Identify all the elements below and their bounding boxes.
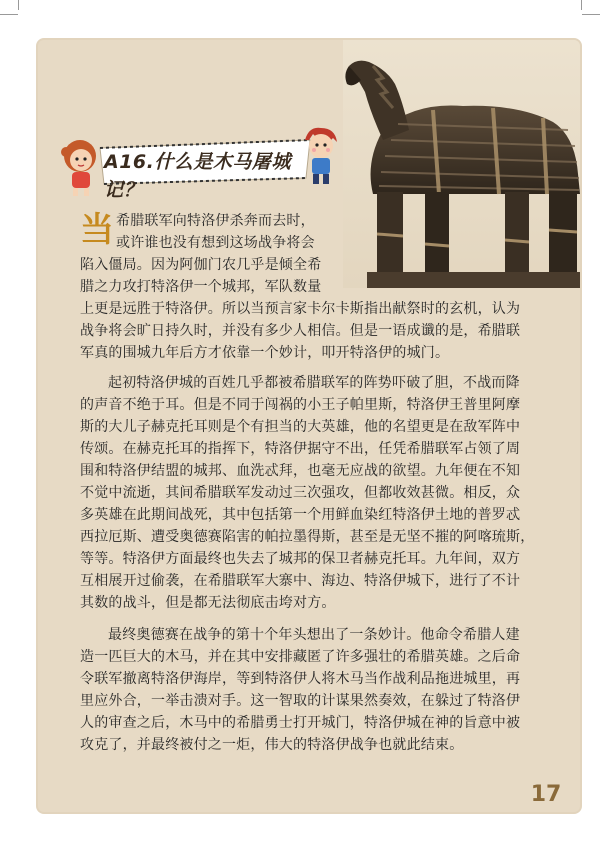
- text-line: 起初特洛伊城的百姓几乎都被希腊联军的阵势吓破了胆，不战而降: [108, 375, 520, 391]
- crop-mark: [582, 14, 600, 15]
- crop-mark: [0, 14, 18, 15]
- text-line: 军真的围城九年后方才依靠一个妙计，叩开特洛伊的城门。: [80, 345, 450, 361]
- text-line: 里应外合，一举击溃对手。这一智取的计谋果然奏效，在躲过了特洛伊: [80, 693, 521, 709]
- cartoon-girl-icon: [58, 138, 104, 198]
- text-line: 人的审查之后，木马中的希腊勇士打开城门，特洛伊城在神的旨意中被: [80, 715, 521, 731]
- text-line: 传颂。在赫克托耳的指挥下，特洛伊据守不出，任凭希腊联军占领了周: [80, 441, 521, 457]
- text-line: 不觉中流逝，其间希腊联军发动过三次强攻，但都收效甚微。相反，众: [80, 485, 521, 501]
- text-line: 攻克了，并最终被付之一炬，伟大的特洛伊战争也就此结束。: [80, 737, 464, 753]
- text-line: 腊之力攻打特洛伊一个城邦，军队数量: [80, 279, 322, 295]
- text-line: 令联军撤离特洛伊海岸，等到特洛伊人将木马当作战利品拖进城里，再: [80, 671, 521, 687]
- text-line: 围和特洛伊结盟的城邦、血洗忒拜，也毫无应战的欲望。九年便在不知: [80, 463, 521, 479]
- crop-mark: [581, 0, 582, 10]
- text-line: 西拉厄斯、遭受奥德赛陷害的帕拉墨得斯，甚至是无坚不摧的阿喀琉斯，: [80, 529, 535, 545]
- text-line: 互相展开过偷袭，在希腊联军大寨中、海边、特洛伊城下，进行了不计: [80, 573, 521, 589]
- text-line: 等等。特洛伊方面最终也失去了城邦的保卫者赫克托耳。九年间，双方: [80, 551, 521, 567]
- text-line: 造一匹巨大的木马，并在其中安排藏匿了许多强壮的希腊英雄。之后命: [80, 649, 521, 665]
- text-line: 斯的大儿子赫克托耳则是个有担当的大英雄，他的名望更是在敌军阵中: [80, 419, 521, 435]
- text-line: 战争将会旷日持久时，并没有多少人相信。但是一语成谶的是，希腊联: [80, 323, 521, 339]
- trojan-horse-photo: [343, 44, 580, 288]
- dropcap: 当: [80, 210, 114, 250]
- text-line: 其数的战斗，但是都无法彻底击垮对方。: [80, 595, 336, 611]
- section-title: A16.什么是木马屠城记？: [104, 151, 291, 201]
- cartoon-boy-icon: [299, 124, 341, 186]
- text-line: 多英雄在此期间战死，其中包括第一个用鲜血染红特洛伊土地的普罗忒: [80, 507, 521, 523]
- text-line: 最终奥德赛在战争的第十个年头想出了一条妙计。他命令希腊人建: [108, 627, 520, 643]
- text-line: 的声音不绝于耳。但是不同于闯祸的小王子帕里斯，特洛伊王普里阿摩: [80, 397, 521, 413]
- crop-mark: [18, 0, 19, 10]
- text-line: 希腊联军向特洛伊杀奔而去时，: [116, 213, 315, 229]
- text-line: 或许谁也没有想到这场战争将会: [116, 235, 315, 251]
- text-line: 上更是远胜于特洛伊。所以当预言家卡尔卡斯指出献祭时的玄机，认为: [80, 301, 521, 317]
- text-line: 陷入僵局。因为阿伽门农几乎是倾全希: [80, 257, 322, 273]
- page-number: 17: [530, 782, 562, 807]
